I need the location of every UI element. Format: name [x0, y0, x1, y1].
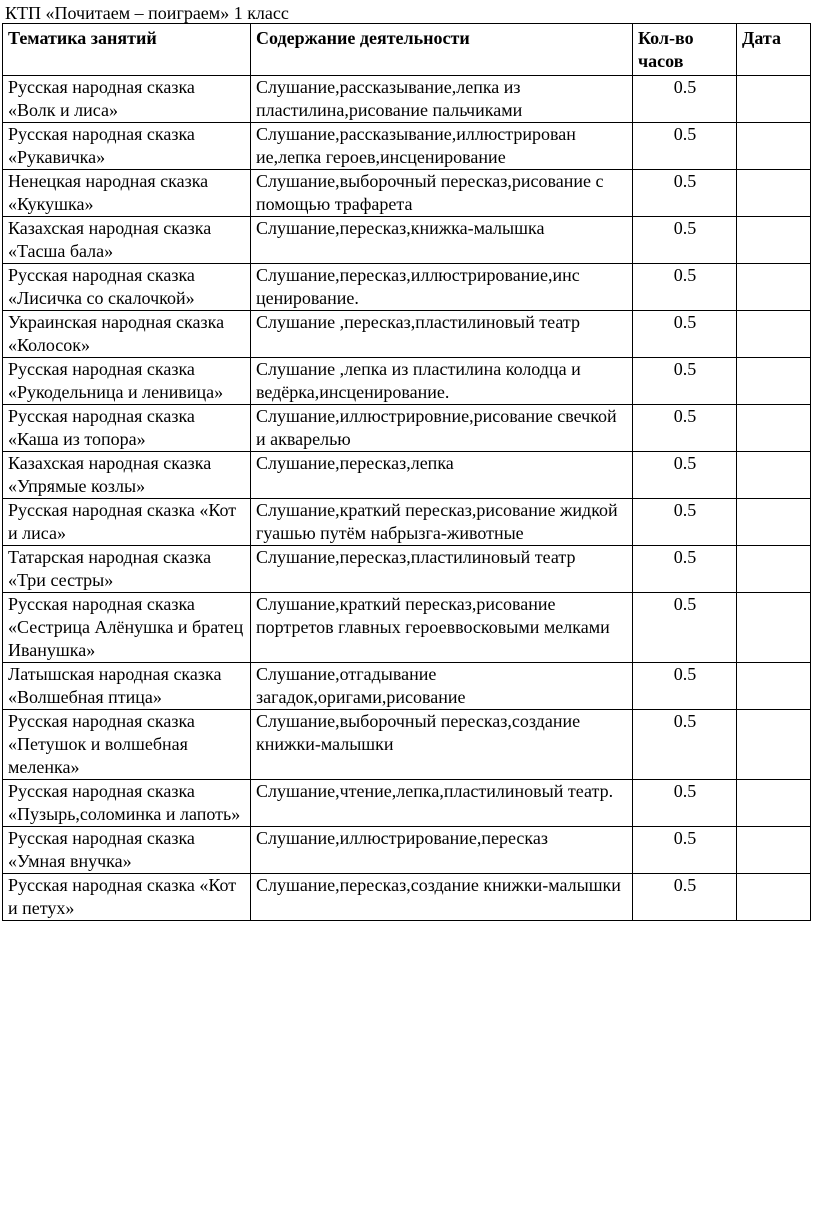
table-row: [3, 663, 811, 710]
cell-date: [737, 874, 811, 921]
table-row: [3, 123, 811, 170]
cell-date: [737, 311, 811, 358]
ktp-table: [2, 23, 811, 921]
cell-topic: Русская народная сказка «Умная внучка»: [3, 827, 251, 874]
cell-date: [737, 780, 811, 827]
cell-content: Слушание,пересказ,лепка: [251, 452, 633, 499]
cell-hours: 0.5: [633, 123, 737, 170]
table-row: [3, 405, 811, 452]
table-row: [3, 593, 811, 663]
cell-hours: 0.5: [633, 874, 737, 921]
cell-topic: Русская народная сказка «Сестрица Алёнушка и братец Иванушка»: [3, 593, 251, 663]
cell-topic: Русская народная сказка «Каша из топора»: [3, 405, 251, 452]
cell-date: [737, 123, 811, 170]
cell-content: Слушание,иллюстрирование,пересказ: [251, 827, 633, 874]
cell-hours: 0.5: [633, 264, 737, 311]
cell-hours: 0.5: [633, 76, 737, 123]
table-row: [3, 499, 811, 546]
cell-date: [737, 170, 811, 217]
table-row: [3, 874, 811, 921]
cell-content: Слушание,пересказ,книжка-малышка: [251, 217, 633, 264]
cell-date: [737, 710, 811, 780]
cell-date: [737, 499, 811, 546]
cell-hours: 0.5: [633, 663, 737, 710]
cell-hours: 0.5: [633, 780, 737, 827]
cell-hours: 0.5: [633, 311, 737, 358]
cell-date: [737, 827, 811, 874]
cell-date: [737, 264, 811, 311]
cell-topic: Латышская народная сказка «Волшебная птица»: [3, 663, 251, 710]
table-row: [3, 780, 811, 827]
cell-hours: 0.5: [633, 499, 737, 546]
cell-date: [737, 452, 811, 499]
cell-content: Слушание,краткий пересказ,рисование жидкой гуашью путём набрызга-животные: [251, 499, 633, 546]
header-topic: Тематика занятий: [3, 24, 251, 76]
table-row: [3, 710, 811, 780]
cell-content: Слушание,иллюстрировние,рисование свечкой и акварелью: [251, 405, 633, 452]
cell-topic: Казахская народная сказка «Тасша бала»: [3, 217, 251, 264]
cell-topic: Русская народная сказка «Кот и петух»: [3, 874, 251, 921]
cell-content: Слушание,пересказ,иллюстрирование,инс ценирование.: [251, 264, 633, 311]
table-header-row: [3, 24, 811, 76]
cell-hours: 0.5: [633, 593, 737, 663]
cell-content: Слушание,краткий пересказ,рисование портретов главных героеввосковыми мелками: [251, 593, 633, 663]
cell-topic: Татарская народная сказка «Три сестры»: [3, 546, 251, 593]
table-row: [3, 827, 811, 874]
cell-date: [737, 358, 811, 405]
cell-topic: Русская народная сказка «Рукавичка»: [3, 123, 251, 170]
cell-topic: Казахская народная сказка «Упрямые козлы»: [3, 452, 251, 499]
table-row: [3, 170, 811, 217]
table-row: [3, 76, 811, 123]
cell-topic: Русская народная сказка «Волк и лиса»: [3, 76, 251, 123]
cell-topic: Украинская народная сказка «Колосок»: [3, 311, 251, 358]
cell-topic: Русская народная сказка «Кот и лиса»: [3, 499, 251, 546]
cell-date: [737, 663, 811, 710]
cell-hours: 0.5: [633, 827, 737, 874]
cell-hours: 0.5: [633, 546, 737, 593]
cell-topic: Ненецкая народная сказка «Кукушка»: [3, 170, 251, 217]
cell-date: [737, 405, 811, 452]
document-title: КТП «Почитаем – поиграем» 1 класс: [5, 3, 289, 23]
cell-content: Слушание,рассказывание,иллюстрирован ие,лепка героев,инсценирование: [251, 123, 633, 170]
table-row: [3, 264, 811, 311]
cell-content: Слушание,выборочный пересказ,создание книжки-малышки: [251, 710, 633, 780]
cell-hours: 0.5: [633, 358, 737, 405]
table-row: [3, 358, 811, 405]
header-content: Содержание деятельности: [251, 24, 633, 76]
header-hours: Кол-во часов: [633, 24, 737, 76]
cell-hours: 0.5: [633, 710, 737, 780]
cell-content: Слушание,пересказ,создание книжки-малышки: [251, 874, 633, 921]
cell-content: Слушание,пересказ,пластилиновый театр: [251, 546, 633, 593]
cell-content: Слушание,рассказывание,лепка из пластилина,рисование пальчиками: [251, 76, 633, 123]
cell-topic: Русская народная сказка «Лисичка со скалочкой»: [3, 264, 251, 311]
cell-date: [737, 76, 811, 123]
cell-content: Слушание ,пересказ,пластилиновый театр: [251, 311, 633, 358]
cell-date: [737, 593, 811, 663]
cell-hours: 0.5: [633, 405, 737, 452]
table-body: [3, 76, 811, 921]
cell-topic: Русская народная сказка «Пузырь,соломинка и лапоть»: [3, 780, 251, 827]
cell-content: Слушание,выборочный пересказ,рисование с помощью трафарета: [251, 170, 633, 217]
cell-hours: 0.5: [633, 217, 737, 264]
cell-content: Слушание,отгадывание загадок,оригами,рисование: [251, 663, 633, 710]
cell-content: Слушание,чтение,лепка,пластилиновый театр.: [251, 780, 633, 827]
cell-topic: Русская народная сказка «Рукодельница и ленивица»: [3, 358, 251, 405]
cell-hours: 0.5: [633, 452, 737, 499]
cell-content: Слушание ,лепка из пластилина колодца и ведёрка,инсценирование.: [251, 358, 633, 405]
cell-hours: 0.5: [633, 170, 737, 217]
table-row: [3, 452, 811, 499]
table-row: [3, 311, 811, 358]
cell-date: [737, 217, 811, 264]
table-row: [3, 217, 811, 264]
cell-topic: Русская народная сказка «Петушок и волшебная меленка»: [3, 710, 251, 780]
table-row: [3, 546, 811, 593]
header-date: Дата: [737, 24, 811, 76]
cell-date: [737, 546, 811, 593]
